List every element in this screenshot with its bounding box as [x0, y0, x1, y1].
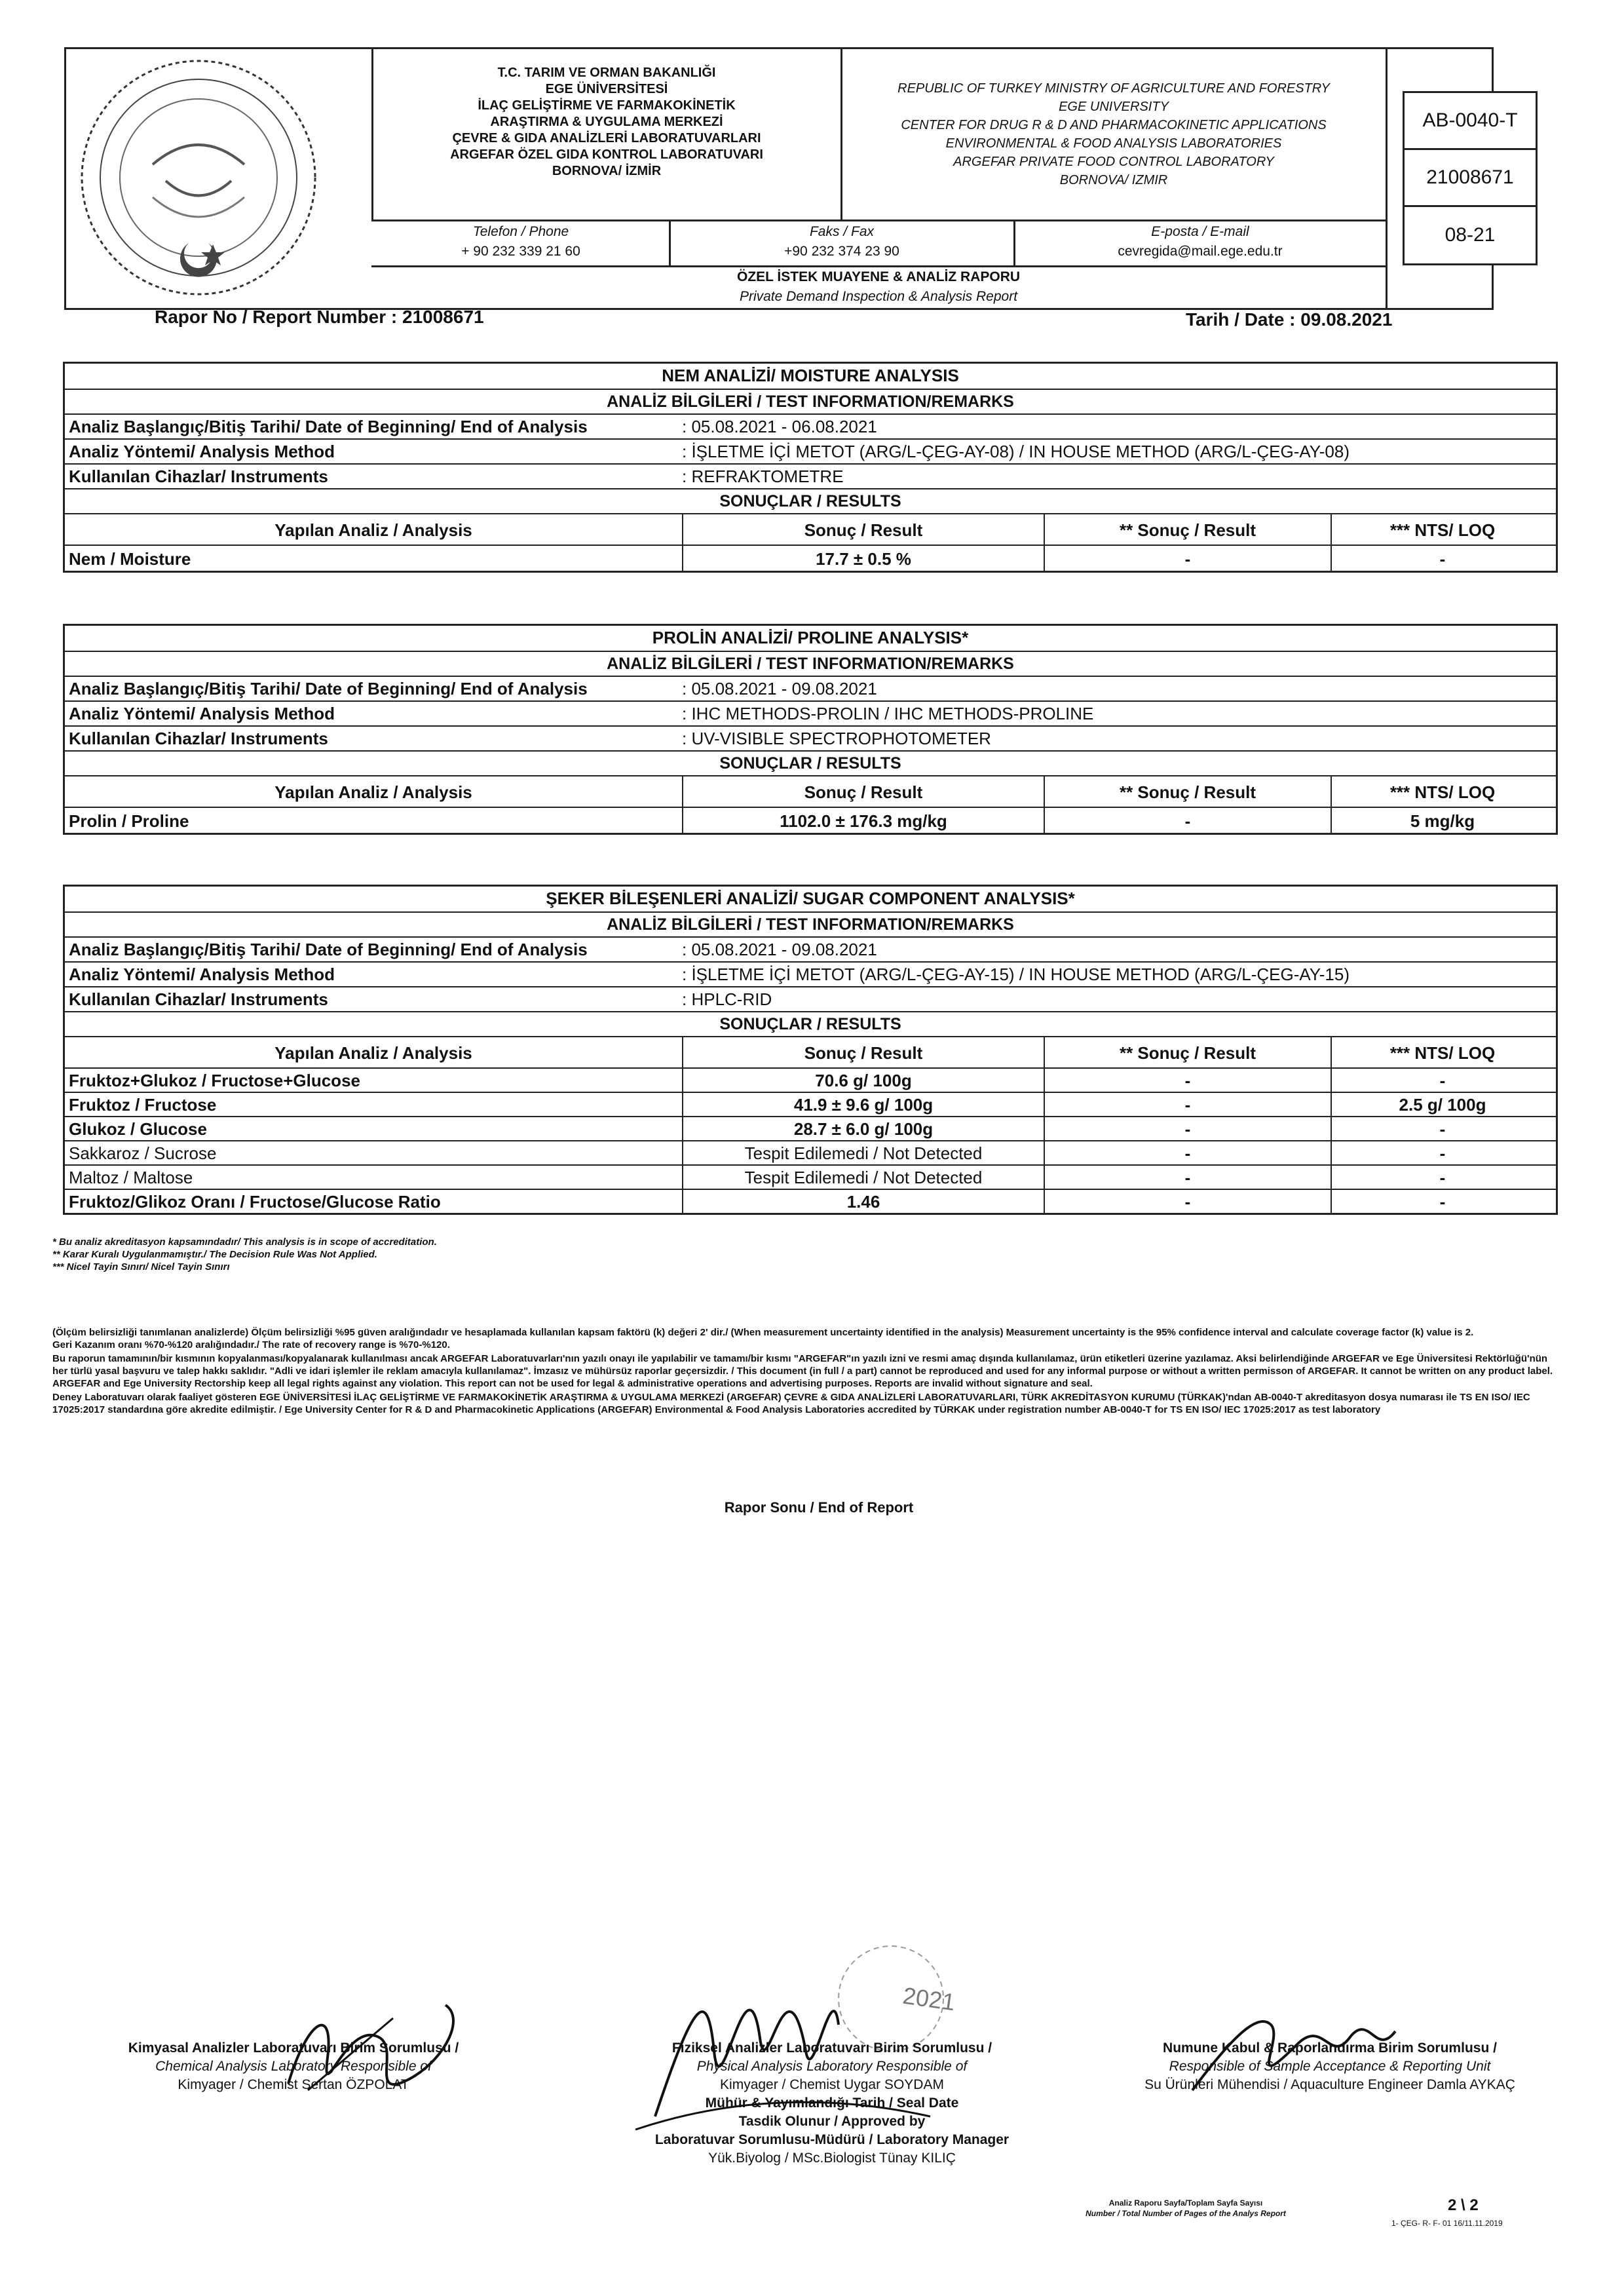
results-title	[65, 1011, 1556, 1037]
signature-name: Kimyager / Chemist Sertan ÖZPOLAT	[178, 2077, 409, 2092]
header-en-block	[843, 79, 1384, 189]
info-label: Kullanılan Cihazlar/ Instruments	[69, 729, 328, 748]
info-label: Kullanılan Cihazlar/ Instruments	[69, 467, 328, 486]
legal-note: Bu raporun tamamının/bir kısmının kopyalanması/kopyalanarak kullanılması ancak ARGEFAR Laboratuvarları'nın yazılı onayı ile yapılabilir ve tamamı/bir kısmı "ARGEFAR"ın yazılı izni ve resmi amaç dışında kullanılamaz, ürün etiketleri üzerine yazılamaz. Aksi belirlendiğinde ARGEFAR ve Ege Üniversitesi Rektörlüğü'nün her türlü yasal başvuru ve talep hakkı saklıdır. "Adli ve idari işlemler ile reklam amacıyla kullanılamaz". İmzasız ve mühürsüz raporlar geçersizdir. / This document (in full / a part) cannot be reproduced and used for any informal purpose or without a written permisson of ARGEFAR. It cannot be written on any product label. ARGEFAR and Ege University Rectorship keep all legal rights against any violation. This report can not be used for legal & administrative operations and advertising purposes. Reports are invalid without signature and seal.	[52, 1353, 1553, 1389]
info-value: : REFRAKTOMETRE	[682, 467, 844, 486]
header-tr-line: BORNOVA/ İZMİR	[552, 164, 662, 178]
result2-value: -	[1184, 1119, 1191, 1139]
signature-block-middle	[576, 2039, 1087, 2168]
column-divider	[1044, 1190, 1045, 1214]
loq-value: -	[1439, 1192, 1446, 1212]
result-value: Tespit Edilemedi / Not Detected	[744, 1168, 983, 1187]
legal-note: Deney Laboratuvarı olarak faaliyet gösteren EGE ÜNİVERSİTESİ İLAÇ GELİŞTİRME VE FARMAKOKİNETİK ARAŞTIRMA & UYGULAMA MERKEZİ (ARGEFAR) ÇEVRE & GIDA ANALİZLERİ LABORATUVARLARI, TÜRK AKREDİTASYON KURUMU (TÜRKAK)'ndan AB-0040-T akreditasyon dosya numarası ile TS EN ISO/ IEC 17025:2017 standardına göre akredite edilmiştir. / Ege University Center for R & D and Pharmacokinetic Applications (ARGEFAR) Environmental & Food Analysis Laboratories accredited by TÜRKAK under registration number AB-0040-T for TS EN ISO/ IEC 17025:2017 as test laboratory	[52, 1392, 1530, 1415]
info-label: Analiz Başlangıç/Bitiş Tarihi/ Date of Beginning/ End of Analysis	[69, 940, 588, 959]
col-loq-header: *** NTS/ LOQ	[1389, 782, 1496, 802]
proline-section	[63, 624, 1558, 835]
column-divider	[1331, 1093, 1332, 1117]
loq-value: -	[1439, 1119, 1446, 1139]
column-divider	[682, 808, 683, 834]
header-en-line: REPUBLIC OF TURKEY MINISTRY OF AGRICULTURE AND FORESTRY	[897, 81, 1330, 96]
column-divider	[1331, 514, 1332, 546]
legal-note: (Ölçüm belirsizliği tanımlanan analizlerde) Ölçüm belirsizliği %95 güven aralığındadır ve hesaplamada kullanılan kapsam faktörü (k) değeri 2' dir./ (When measurement uncertainty identified in the analysis) Measurement uncertainty is the 95% confidence interval and calculate coverage factor (k) value is 2.	[52, 1327, 1474, 1338]
stamp-date: 2021	[901, 1981, 957, 2016]
report-number-label: Rapor No / Report Number :	[155, 307, 398, 327]
date-row	[65, 413, 1556, 440]
result-row	[65, 545, 1556, 572]
subsection-title-text: ANALİZ BİLGİLERİ / TEST INFORMATION/REMARKS	[607, 915, 1014, 934]
result-value: 17.7 ± 0.5 %	[816, 549, 911, 569]
result2-value: -	[1184, 811, 1191, 831]
column-divider	[1044, 1093, 1045, 1117]
column-divider	[682, 1117, 683, 1141]
column-divider	[1044, 776, 1045, 808]
info-title	[65, 651, 1556, 677]
email-label: E-posta / E-mail	[1151, 224, 1249, 239]
info-value: : 05.08.2021 - 06.08.2021	[682, 417, 877, 436]
subsection-title-text: SONUÇLAR / RESULTS	[719, 1015, 901, 1033]
analysis-name: Fruktoz / Fructose	[69, 1095, 217, 1115]
result2-value: -	[1184, 1192, 1191, 1212]
col-result2-header: ** Sonuç / Result	[1119, 520, 1256, 540]
report-date-label: Tarih / Date :	[1186, 309, 1296, 330]
loq-value: -	[1439, 1168, 1446, 1187]
column-divider	[682, 776, 683, 808]
method-row	[65, 438, 1556, 465]
email-block	[1016, 222, 1384, 261]
signature-name: Kimyager / Chemist Uygar SOYDAM	[720, 2077, 944, 2092]
result2-value: -	[1184, 1095, 1191, 1115]
analysis-name: Nem / Moisture	[69, 549, 191, 569]
column-divider	[682, 546, 683, 572]
result-row	[65, 1092, 1556, 1117]
col-loq-header: *** NTS/ LOQ	[1389, 520, 1496, 540]
info-value: : İŞLETME İÇİ METOT (ARG/L-ÇEG-AY-15) / IN HOUSE METHOD (ARG/L-ÇEG-AY-15)	[682, 965, 1350, 984]
code-box	[1403, 91, 1538, 265]
column-divider	[682, 1190, 683, 1214]
col-result2-header: ** Sonuç / Result	[1119, 1043, 1256, 1063]
column-divider	[1044, 546, 1045, 572]
column-divider	[1331, 1037, 1332, 1069]
column-divider	[682, 1166, 683, 1190]
page-number: 2 \ 2	[1448, 2196, 1479, 2214]
col-result2-header: ** Sonuç / Result	[1119, 782, 1256, 802]
report-type	[374, 267, 1383, 307]
col-loq-header: *** NTS/ LOQ	[1389, 1043, 1496, 1063]
approved-by-label: Tasdik Olunur / Approved by	[738, 2114, 926, 2129]
page-footer-label	[1022, 2198, 1350, 2219]
header-en-line: ENVIRONMENTAL & FOOD ANALYSIS LABORATORIES	[945, 136, 1282, 151]
analysis-name: Glukoz / Glucose	[69, 1119, 207, 1139]
results-title	[65, 750, 1556, 776]
ministry-logo-icon	[74, 47, 336, 309]
column-divider	[1331, 1166, 1332, 1190]
moisture-section	[63, 362, 1558, 573]
col-analysis-header: Yapılan Analiz / Analysis	[274, 782, 472, 802]
section-title	[65, 364, 1556, 389]
info-value: : IHC METHODS-PROLIN / IHC METHODS-PROLINE	[682, 704, 1094, 723]
report-number-line	[155, 304, 484, 330]
result2-value: -	[1184, 1168, 1191, 1187]
result-row	[65, 1067, 1556, 1093]
method-row	[65, 700, 1556, 727]
info-value: : İŞLETME İÇİ METOT (ARG/L-ÇEG-AY-08) / IN HOUSE METHOD (ARG/L-ÇEG-AY-08)	[682, 442, 1350, 461]
result-value: 41.9 ± 9.6 g/ 100g	[793, 1095, 934, 1115]
result-value: Tespit Edilemedi / Not Detected	[744, 1143, 983, 1163]
info-value: : 05.08.2021 - 09.08.2021	[682, 679, 877, 698]
info-value: : UV-VISIBLE SPECTROPHOTOMETER	[682, 729, 991, 748]
subsection-title-text: SONUÇLAR / RESULTS	[719, 754, 901, 773]
result2-value: -	[1184, 549, 1191, 569]
header-tr-line: ARGEFAR ÖZEL GIDA KONTROL LABORATUVARI	[450, 147, 763, 162]
column-divider	[1044, 514, 1045, 546]
column-divider	[1331, 1190, 1332, 1214]
footnote: *** Nicel Tayin Sınırı/ Nicel Tayin Sınırı	[52, 1261, 230, 1272]
report-date-line	[1186, 307, 1392, 333]
section-title	[65, 887, 1556, 911]
column-divider	[682, 1093, 683, 1117]
info-label: Analiz Başlangıç/Bitiş Tarihi/ Date of Beginning/ End of Analysis	[69, 417, 588, 436]
page-footer-label-tr: Analiz Raporu Sayfa/Toplam Sayfa Sayısı	[1108, 2198, 1263, 2208]
loq-value: -	[1439, 549, 1446, 569]
instrument-row	[65, 986, 1556, 1012]
signature-name: Su Ürünleri Mühendisi / Aquaculture Engineer Damla AYKAÇ	[1144, 2077, 1515, 2092]
legal-notes	[52, 1326, 1559, 1416]
analysis-name: Prolin / Proline	[69, 811, 189, 831]
report-type-en: Private Demand Inspection & Analysis Report	[739, 289, 1018, 304]
info-label: Analiz Yöntemi/ Analysis Method	[69, 442, 335, 461]
column-divider	[682, 1141, 683, 1166]
form-code: 1- ÇEG- R- F- 01 16/11.11.2019	[1391, 2219, 1503, 2228]
header-tr-line: İLAÇ GELİŞTİRME VE FARMAKOKİNETİK	[478, 98, 736, 113]
signature-title: Numune Kabul & Raporlandırma Birim Sorumlusu /	[1163, 2040, 1497, 2056]
section-title-text: NEM ANALİZİ/ MOISTURE ANALYSIS	[662, 366, 959, 385]
column-divider	[1331, 1141, 1332, 1166]
report-header	[64, 47, 1518, 310]
result-value: 1102.0 ± 176.3 mg/kg	[780, 811, 947, 831]
date-row	[65, 676, 1556, 702]
header-en-line: CENTER FOR DRUG R & D AND PHARMACOKINETIC APPLICATIONS	[901, 118, 1327, 132]
result-value: 70.6 g/ 100g	[815, 1071, 912, 1090]
signature-title: Kimyasal Analizler Laboratuvarı Birim Sorumlusu /	[128, 2040, 459, 2056]
column-divider	[682, 1069, 683, 1093]
fax-label: Faks / Fax	[809, 224, 875, 239]
column-header-row	[65, 775, 1556, 808]
signature-title-en: Physical Analysis Laboratory Responsible of	[696, 2059, 968, 2074]
fax-block	[671, 222, 1012, 261]
analysis-name: Fruktoz+Glukoz / Fructose+Glucose	[69, 1071, 360, 1090]
instrument-row	[65, 463, 1556, 489]
signature-block-left	[77, 2039, 510, 2094]
result-row	[65, 1164, 1556, 1190]
subsection-title-text: SONUÇLAR / RESULTS	[719, 492, 901, 510]
report-code: 21008671	[1405, 150, 1536, 207]
report-number: 21008671	[402, 307, 484, 327]
header-en-line: ARGEFAR PRIVATE FOOD CONTROL LABORATORY	[953, 155, 1274, 169]
col-result-header: Sonuç / Result	[804, 1043, 923, 1063]
sugar-section	[63, 885, 1558, 1215]
phone-block	[374, 222, 668, 261]
info-label: Kullanılan Cihazlar/ Instruments	[69, 989, 328, 1009]
end-of-report: Rapor Sonu / End of Report	[724, 1499, 914, 1516]
result-row	[65, 807, 1556, 834]
loq-value: 5 mg/kg	[1410, 811, 1475, 831]
header-tr-line: EGE ÜNİVERSİTESİ	[545, 82, 668, 96]
analysis-name: Maltoz / Maltose	[69, 1168, 193, 1187]
subsection-title-text: ANALİZ BİLGİLERİ / TEST INFORMATION/REMARKS	[607, 392, 1014, 411]
report-type-tr: ÖZEL İSTEK MUAYENE & ANALİZ RAPORU	[736, 269, 1021, 284]
header-en-line: EGE UNIVERSITY	[1059, 100, 1169, 114]
column-divider	[1044, 1141, 1045, 1166]
section-title-text: PROLİN ANALİZİ/ PROLINE ANALYSIS*	[652, 628, 969, 647]
phone-label: Telefon / Phone	[472, 224, 569, 239]
column-divider	[1331, 1069, 1332, 1093]
header-tr-block	[374, 65, 839, 180]
lab-manager-label: Laboratuvar Sorumlusu-Müdürü / Laboratory Manager	[654, 2132, 1010, 2147]
info-label: Analiz Başlangıç/Bitiş Tarihi/ Date of Beginning/ End of Analysis	[69, 679, 588, 698]
column-divider	[1044, 1037, 1045, 1069]
analysis-name: Sakkaroz / Sucrose	[69, 1143, 217, 1163]
col-result-header: Sonuç / Result	[804, 520, 923, 540]
column-divider	[1044, 1166, 1045, 1190]
column-divider	[1331, 776, 1332, 808]
column-divider	[682, 514, 683, 546]
column-header-row	[65, 513, 1556, 546]
info-label: Analiz Yöntemi/ Analysis Method	[69, 704, 335, 723]
footnote: * Bu analiz akreditasyon kapsamındadır/ This analysis is in scope of accreditation.	[52, 1236, 437, 1248]
report-date: 09.08.2021	[1300, 309, 1393, 330]
fax-number: +90 232 374 23 90	[784, 244, 899, 259]
section-title-text: ŞEKER BİLEŞENLERİ ANALİZİ/ SUGAR COMPONENT ANALYSIS*	[546, 889, 1075, 908]
accreditation-code: AB-0040-T	[1405, 93, 1536, 150]
page-footer-label-en: Number / Total Number of Pages of the Analys Report	[1086, 2209, 1286, 2218]
loq-value: 2.5 g/ 100g	[1399, 1095, 1486, 1115]
subsection-title-text: ANALİZ BİLGİLERİ / TEST INFORMATION/REMARKS	[607, 655, 1014, 673]
loq-value: -	[1439, 1143, 1446, 1163]
info-label: Analiz Yöntemi/ Analysis Method	[69, 965, 335, 984]
date-row	[65, 936, 1556, 963]
period-code: 08-21	[1445, 224, 1496, 246]
column-divider	[1044, 1117, 1045, 1141]
column-divider	[1044, 1069, 1045, 1093]
results-title	[65, 488, 1556, 514]
instrument-row	[65, 725, 1556, 752]
header-en-line: BORNOVA/ IZMIR	[1059, 173, 1168, 187]
analysis-name: Fruktoz/Glikoz Oranı / Fructose/Glucose Ratio	[69, 1192, 441, 1212]
loq-value: -	[1439, 1071, 1446, 1090]
result-row	[65, 1140, 1556, 1166]
footnotes	[52, 1236, 1035, 1273]
lab-manager-name: Yük.Biyolog / MSc.Biologist Tünay KILIÇ	[708, 2151, 956, 2166]
col-analysis-header: Yapılan Analiz / Analysis	[274, 520, 472, 540]
column-divider	[1331, 546, 1332, 572]
header-tr-line: ÇEVRE & GIDA ANALİZLERİ LABORATUVARLARI	[452, 131, 761, 145]
header-tr-line: ARAŞTIRMA & UYGULAMA MERKEZİ	[490, 115, 723, 129]
footnote: ** Karar Kuralı Uygulanmamıştır./ The Decision Rule Was Not Applied.	[52, 1249, 377, 1260]
header-tr-line: T.C. TARIM VE ORMAN BAKANLIĞI	[497, 66, 716, 80]
column-divider	[1044, 808, 1045, 834]
phone-number: + 90 232 339 21 60	[461, 244, 580, 259]
result-row	[65, 1116, 1556, 1141]
info-title	[65, 389, 1556, 415]
col-result-header: Sonuç / Result	[804, 782, 923, 802]
column-divider	[1331, 1117, 1332, 1141]
info-value: : HPLC-RID	[682, 989, 772, 1009]
column-divider	[1331, 808, 1332, 834]
section-title	[65, 626, 1556, 651]
seal-date-label: Mühür & Yayımlandığı Tarih / Seal Date	[705, 2095, 959, 2111]
info-value: : 05.08.2021 - 09.08.2021	[682, 940, 877, 959]
result-value: 1.46	[846, 1192, 880, 1212]
result2-value: -	[1184, 1071, 1191, 1090]
email-address: cevregida@mail.ege.edu.tr	[1118, 244, 1283, 259]
method-row	[65, 961, 1556, 987]
result2-value: -	[1184, 1143, 1191, 1163]
signature-title-en: Responsible of Sample Acceptance & Reporting Unit	[1169, 2059, 1491, 2074]
column-header-row	[65, 1036, 1556, 1069]
signature-block-right	[1087, 2039, 1572, 2094]
result-value: 28.7 ± 6.0 g/ 100g	[793, 1119, 934, 1139]
signature-title: Fiziksel Analizler Laboratuvarı Birim Sorumlusu /	[671, 2040, 992, 2056]
col-analysis-header: Yapılan Analiz / Analysis	[274, 1043, 472, 1063]
legal-note: Geri Kazanım oranı %70-%120 aralığındadır./ The rate of recovery range is %70-%120.	[52, 1339, 450, 1350]
result-row	[65, 1189, 1556, 1214]
column-divider	[682, 1037, 683, 1069]
signature-title-en: Chemical Analysis Laboratory Responsible of	[155, 2059, 432, 2074]
info-title	[65, 911, 1556, 938]
